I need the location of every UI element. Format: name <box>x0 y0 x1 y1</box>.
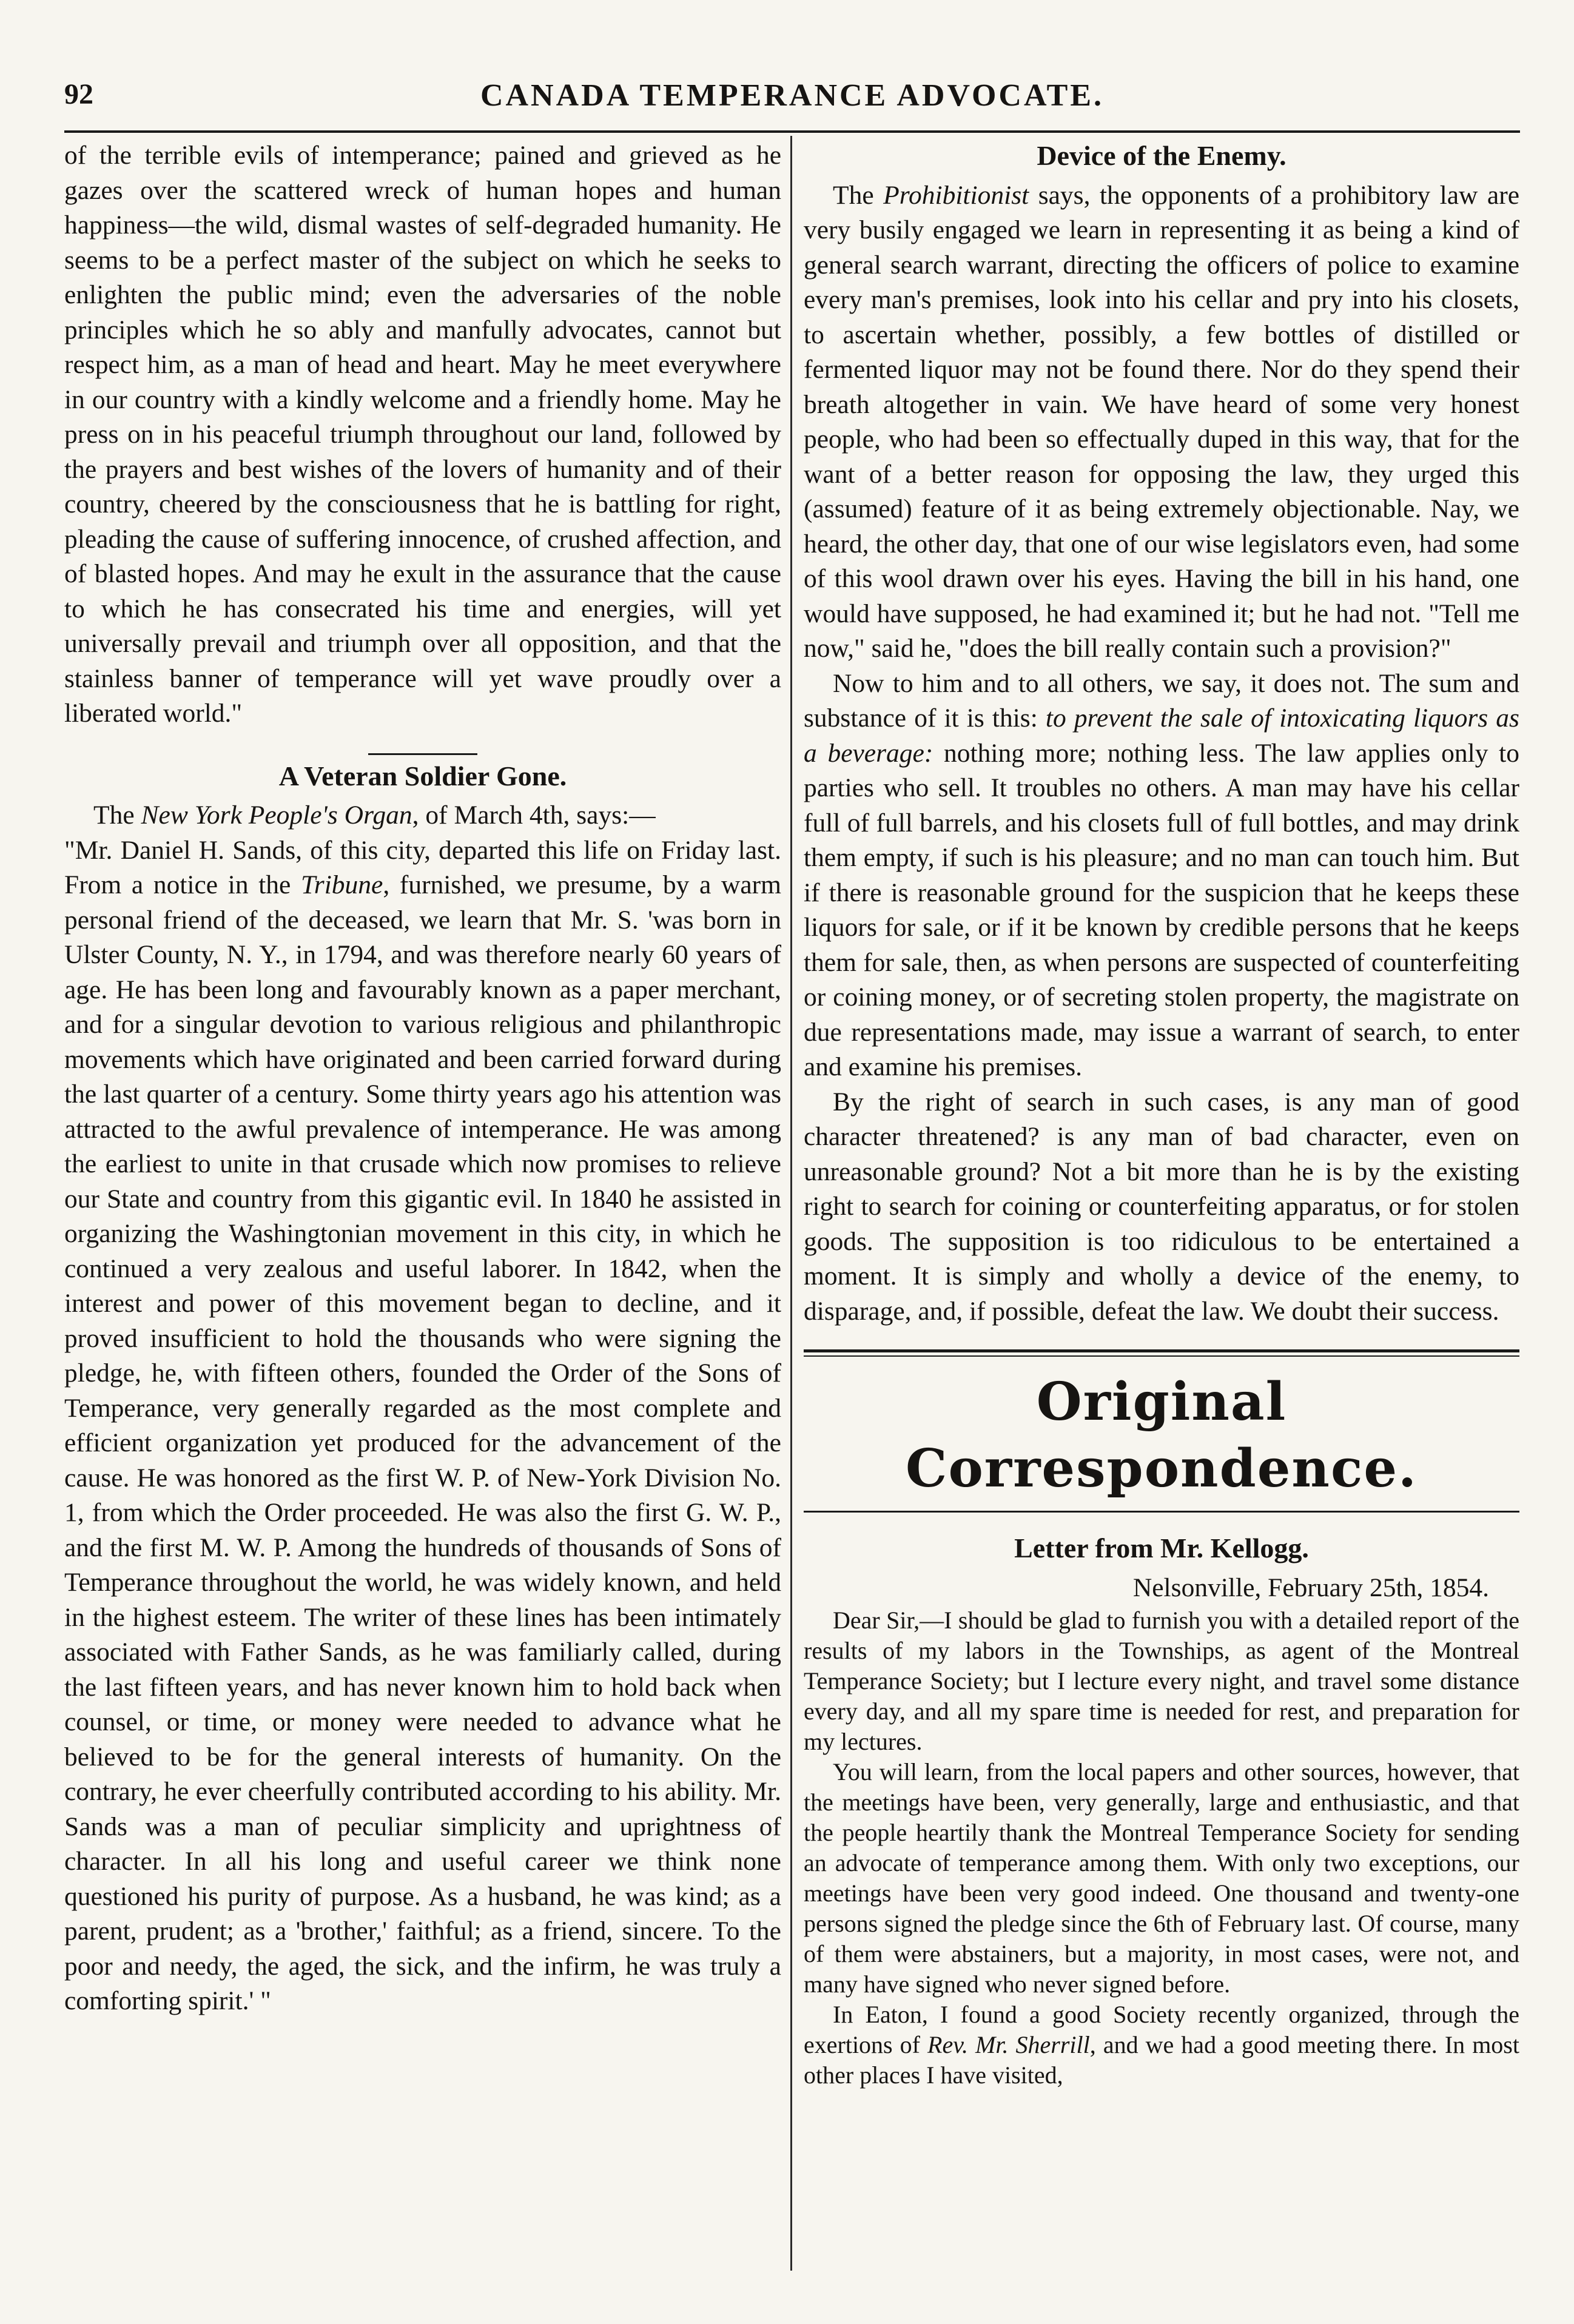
article-heading-device: Device of the Enemy. <box>1037 140 1286 171</box>
left-column <box>64 138 781 2019</box>
device-text-2: says, the opponents of a prohibitory law are very busily engaged we learn in representing it as being a kind of general search warrant, directing the officers of police to examine every man's premises, look into his cellar and pry into his closets, to ascertain whether, possibly, a few bottles of distilled or fermented liquor may not be found there. Nor do they spend their breath altogether in vain. We have heard of some very honest people, who had been so effectually duped in this way, that for the want of a better reason for opposing the law, they urged this (assumed) feature of it as being extremely objectionable. Nay, we heard, the other day, that one of our wise legislators even, had some of this wool drawn over his eyes. Having the bill in his hand, one would have supposed, he had examined it; but he had not. "Tell me now," said he, "does the bill really contain such a provision?" <box>804 180 1519 663</box>
letter-paragraph-1: Dear Sir,—I should be glad to furnish you with a detailed report of the results of my labors in the Townships, as agent of the Montreal Temperance Society; but I lecture every night, and travel some distance every day, and all my spare time is needed for rest, and preparation for my lectures. <box>804 1607 1519 1755</box>
article-heading-letter: Letter from Mr. Kellogg. <box>1014 1533 1309 1563</box>
device-p2-italic: to prevent the sale of intoxicating liquors as a beverage: <box>804 704 1519 768</box>
continued-paragraph: of the terrible evils of intemperance; pained and grieved as he gazes over the scattered wreck of human hopes and human happiness—the wild, dismal wastes of self-degraded humanity. He seems to be a perfect master of the subject on which he seeks to enlighten the public mind; even the adversaries of the noble principles which he so ably and manfully advocates, cannot but respect him, as a man of head and heart. May he meet everywhere in our country with a kindly welcome and a friendly home. May he press on in his peaceful triumph throughout our land, followed by the prayers and best wishes of the lovers of humanity and of their country, cheered by the consciousness that he is battling for right, pleading the cause of suffering innocence, of crushed affection, and of blasted hopes. And may he exult in the assurance that the cause to which he has consecrated his time and energies, will yet universally prevail and triumph over all opposition, and that the stainless banner of temperance will yet wave proudly over a liberated world." <box>64 141 781 728</box>
section-title-rule <box>804 1511 1519 1513</box>
section-separator <box>804 1349 1519 1357</box>
section-title: Original Correspondence. <box>906 1371 1418 1499</box>
source-name-prohibitionist: Prohibitionist <box>883 180 1029 210</box>
veteran-intro-text-2: , of March 4th, says:— <box>412 801 656 830</box>
veteran-body <box>64 833 781 2019</box>
paper-title: CANADA TEMPERANCE ADVOCATE. <box>480 78 1105 113</box>
source-name: New York People's Organ <box>141 801 412 830</box>
device-p2-text-2: nothing more; nothing less. The law applies only to parties who sell. It troubles no others. A man may have his cellar full of full barrels, and his closets full of full bottles, and may drink them empty, if such is his pleasure; and no man can touch him. But if there is reasonable ground for the suspicion that he keeps these liquors for sale, or if it be known by credible persons that he keeps them for sale, then, as when persons are suspected of counterfeiting or coining money, or of secreting stolen property, the magistrate on due representations made, may issue a warrant of search, to enter and examine his premises. <box>804 738 1519 1081</box>
letter-p3-text: In Eaton, I found a good Society recently organized, through the exertions of <box>804 2001 1519 2058</box>
veteran-intro-text: The <box>93 801 141 830</box>
device-paragraph-2 <box>804 667 1519 1085</box>
right-column <box>804 138 1519 2091</box>
veteran-body-text: "Mr. Daniel H. Sands, of this city, departed this life on Friday last. From a notice in the <box>64 835 781 899</box>
veteran-intro <box>64 798 781 833</box>
device-p2-text: Now to him and to all others, we say, it does not. The sum and substance of it is this: <box>804 668 1519 733</box>
page-number: 92 <box>64 78 93 110</box>
article-heading-veteran: A Veteran Soldier Gone. <box>278 760 567 791</box>
page-header <box>64 78 1520 132</box>
letter-p3-text-2: , and we had a good meeting there. In most other places I have visited, <box>804 2031 1519 2089</box>
letter-dateline: Nelsonville, February 25th, 1854. <box>1132 1573 1489 1602</box>
article-separator <box>368 753 477 755</box>
letter-paragraph-3 <box>804 2000 1519 2091</box>
letter-paragraph-2: You will learn, from the local papers and other sources, however, that the meetings have been, very generally, large and enthusiastic, and that the people heartily thank the Montreal Temperance Society for sending an advocate of temperance among them. With only two exceptions, our meetings have been very good indeed. One thousand and twenty-one persons signed the pledge since the 6th of February last. Of course, many of them were abstainers, but a majority, in most cases, were not, and many have signed who never signed before. <box>804 1758 1519 1998</box>
header-rule <box>64 130 1520 133</box>
device-paragraph-1 <box>804 178 1519 667</box>
person-name: Rev. Mr. Sherrill <box>927 2031 1090 2058</box>
device-paragraph-3: By the right of search in such cases, is any man of good character threatened? is any man of bad character, even on unreasonable ground? Not a bit more than he is by the existing right to search for coining or counterfeiting apparatus, or for stolen goods. The supposition is too ridiculous to be entertained a moment. It is simply and wholly a device of the enemy, to disparage, and, if possible, defeat the law. We doubt their success. <box>804 1087 1519 1326</box>
tribune-name: Tribune <box>300 870 383 899</box>
veteran-body-text-2: , furnished, we presume, by a warm personal friend of the deceased, we learn that Mr. S. 'was born in Ulster County, N. Y., in 1794, and was therefore nearly 60 years of age. He has been long and favourably known as a paper merchant, and for a singular devotion to various religious and philanthropic movements which have originated and been carried forward during the last quarter of a century. Some thirty years ago his attention was attracted to the awful prevalence of intemperance. He was among the earliest to unite in that crusade which now promises to relieve our State and country from this gigantic evil. In 1840 he assisted in organizing the Washingtonian movement in this city, in which he continued a very zealous and useful laborer. In 1842, when the interest and power of this movement began to decline, and it proved insufficient to hold the thousands who were signing the pledge, he, with fifteen others, founded the Order of the Sons of Temperance, very generally regarded as the most complete and efficient organization yet produced for the advancement of the cause. He was honored as the first W. P. of New-York Division No. 1, from which the Order proceeded. He was also the first G. W. P., and the first M. W. P. Among the hundreds of thousands of Sons of Temperance throughout the world, he was widely known, and held in the highest esteem. The writer of these lines has been intimately associated with Father Sands, as he was familiarly called, during the last fifteen years, and has never known him to hold back when counsel, or time, or money were needed to advance what he believed to be for the general interests of humanity. On the contrary, he ever cheerfully contributed according to his ability. Mr. Sands was a man of peculiar simplicity and uprightness of character. In all his long and useful career we think none questioned his purity of purpose. As a husband, he was kind; as a parent, prudent; as a 'brother,' faithful; as a friend, sincere. To the poor and needy, the aged, the sick, and the infirm, he was truly a comforting spirit.' " <box>64 870 781 2015</box>
column-divider <box>790 136 792 2271</box>
device-text: The <box>833 180 884 210</box>
